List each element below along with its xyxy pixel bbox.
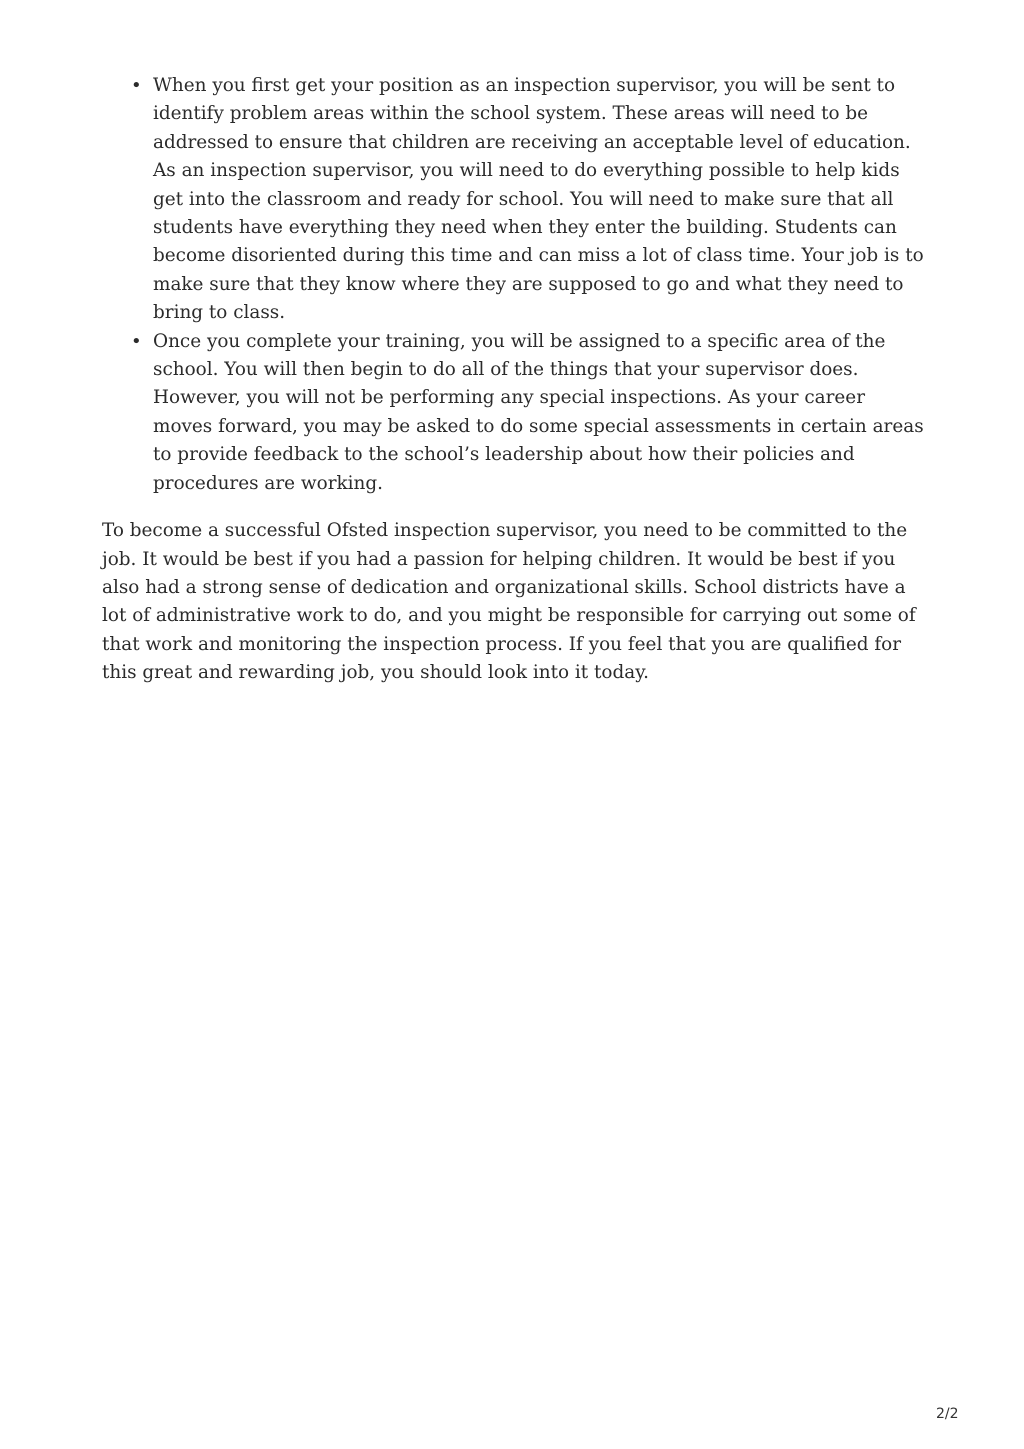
bullet-icon: •	[131, 330, 142, 352]
bullet-icon: •	[131, 75, 142, 96]
list-item	[102, 328, 924, 498]
bullet-list	[102, 72, 924, 498]
page-number: 2/2	[936, 1406, 959, 1422]
list-item-text: Once you complete your training, you will be assigned to a specific area of the school. You will then begin to do all of the things that your supervisor does. However, you will not be performing any special inspections. As your career moves forward, you may be asked to do some special assessments in certain areas to provide feedback to the school’s leadership about how their policies and procedures are working.	[153, 330, 924, 494]
closing-paragraph: To become a successful Ofsted inspection supervisor, you need to be committed to the job. It would be best if you had a passion for helping children. It would be best if you also had a strong sense of dedication and organizational skills. School districts have a lot of administrative work to do, and you might be responsible for carrying out some of that work and monitoring the inspection process. If you feel that you are qualified for this great and rewarding job, you should look into it today.	[102, 520, 916, 684]
document-body	[102, 72, 924, 688]
list-item	[102, 72, 924, 328]
list-item-text: When you first get your position as an inspection supervisor, you will be sent to identify problem areas within the school system. These areas will need to be addressed to ensure that children are receiving an acceptable level of education. As an inspection supervisor, you will need to do everything possible to help kids get into the classroom and ready for school. You will need to make sure that all students have everything they need when they enter the building. Students can become disoriented during this time and can miss a lot of class time. Your job is to make sure that they know where they are supposed to go and what they need to bring to class.	[153, 75, 924, 324]
